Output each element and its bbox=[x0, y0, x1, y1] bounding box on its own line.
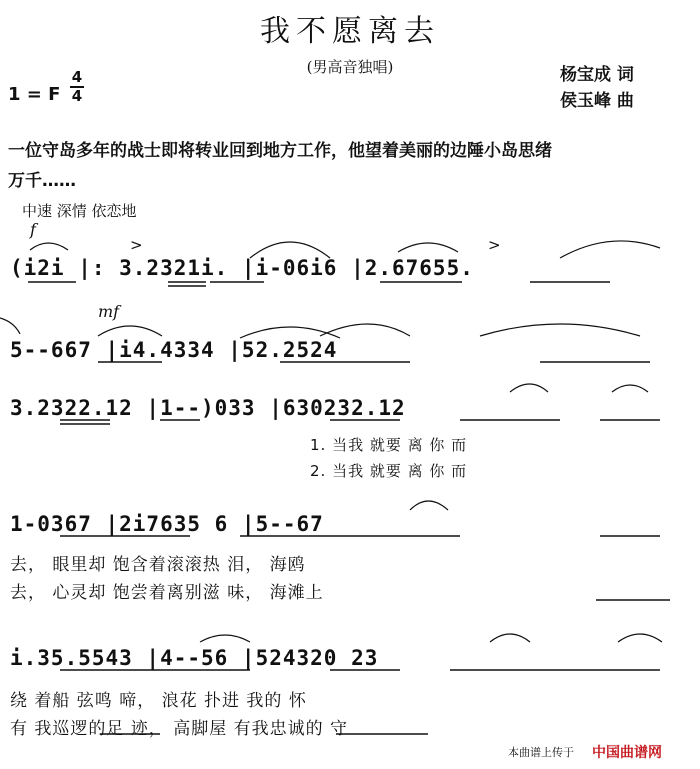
site-logo[interactable]: 中国曲谱网 bbox=[592, 745, 662, 761]
slur bbox=[200, 635, 250, 642]
subtitle: (男高音独唱) bbox=[306, 58, 394, 76]
slur bbox=[410, 501, 448, 510]
slur bbox=[250, 242, 330, 258]
lyric-row-4-verse-1: 去， 眼里却 饱含着滚滚热 泪， 海鸥 bbox=[10, 555, 306, 575]
key-signature: 1 = F bbox=[8, 84, 61, 105]
slur bbox=[30, 243, 68, 250]
intro-line-1: 一位守岛多年的战士即将转业回到地方工作，他望着美丽的边陲小岛思绪 bbox=[8, 141, 552, 161]
composer: 侯玉峰 曲 bbox=[560, 91, 634, 111]
slur bbox=[398, 243, 458, 252]
score-row-1: (i2i |: 3.2321i. |i-06i6 |2.67655. bbox=[10, 256, 474, 280]
page-title: 我不愿离去 bbox=[260, 14, 440, 49]
slur bbox=[320, 324, 410, 336]
footer-upload-text: 本曲谱上传于 bbox=[508, 746, 574, 759]
tempo-marking: 中速 深情 依恋地 bbox=[22, 202, 137, 220]
slur bbox=[510, 384, 548, 392]
lyric-row-5-verse-2: 有 我巡逻的足 迹， 高脚屋 有我忠诚的 守 bbox=[10, 719, 349, 739]
intro-line-2: 万千…… bbox=[8, 171, 76, 191]
dynamic-f: f bbox=[30, 220, 36, 239]
lyric-row-3-verse-1: 1. 当我 就要 离 你 而 bbox=[310, 436, 468, 454]
score-row-5: i.35.5543 |4--56 |524320 23 bbox=[10, 646, 379, 670]
accent-mark-2: > bbox=[488, 236, 501, 254]
score-row-3: 3.2322.12 |1--)033 |630232.12 bbox=[10, 396, 406, 420]
lyricist: 杨宝成 词 bbox=[560, 65, 634, 85]
score-row-4: 1-0367 |2i7635 6 |5--67 bbox=[10, 512, 324, 536]
dynamic-mf: mf bbox=[98, 302, 120, 321]
slur bbox=[0, 318, 20, 334]
score-row-2: 5--667 |i4.4334 |52.2524 bbox=[10, 338, 338, 362]
slur bbox=[490, 634, 530, 642]
accent-mark-1: > bbox=[130, 236, 143, 254]
slur bbox=[560, 241, 660, 258]
slur bbox=[480, 324, 640, 336]
lyric-row-4-verse-2: 去， 心灵却 饱尝着离别滋 味， 海滩上 bbox=[10, 583, 324, 603]
meter-bottom: 4 bbox=[71, 87, 83, 105]
slur bbox=[240, 327, 340, 338]
slur bbox=[98, 326, 162, 336]
lyric-row-3-verse-2: 2. 当我 就要 离 你 而 bbox=[310, 462, 468, 480]
slur bbox=[618, 634, 662, 642]
lyric-row-5-verse-1: 绕 着船 弦鸣 啼， 浪花 扑进 我的 怀 bbox=[10, 691, 307, 711]
meter-top: 4 bbox=[71, 68, 83, 86]
slur bbox=[612, 385, 648, 392]
